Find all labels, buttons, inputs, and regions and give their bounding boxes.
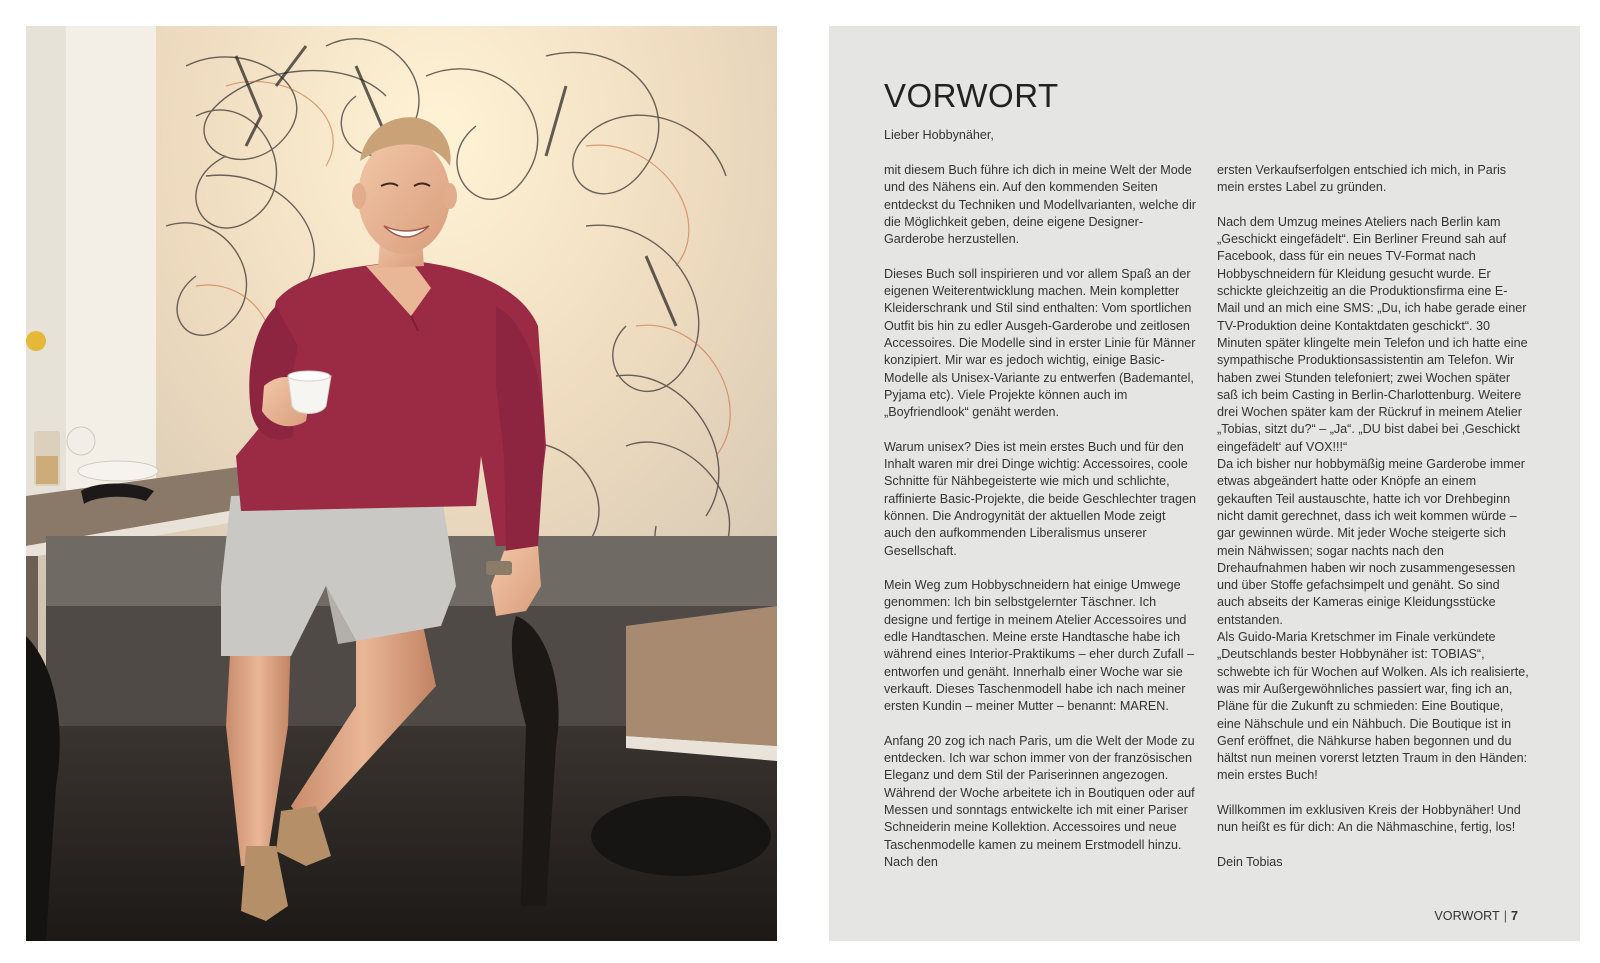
page-footer <box>1434 909 1518 923</box>
paragraph: Nach dem Umzug meines Ateliers nach Berlin kam „Geschickt eingefädelt“. Ein Berliner Freund sah auf Facebook, dass für ein neues TV-Format nach Hobbyschneidern für Kleidung gesucht wurde. Er schickte gleichzeitig an die Produktionsfirma eine E-Mail und an mich eine SMS: „Du, ich habe gerade einer TV-Produktion deine Kontaktdaten geschickt“. 30 Minuten später klingelte mein Telefon und ich hatte eine sympathische Produktionsassistentin am Telefon. Wir haben zwei Stunden telefoniert; zwei Wochen später saß ich beim Casting in Berlin-Charlottenburg. Weitere drei Wochen später kam der Rückruf in meinem Atelier „Tobias, sitzt du?“ – „Ja“. „DU bist dabei bei ‚Geschickt eingefädelt‘ auf VOX!!!“ <box>1217 214 1528 454</box>
paragraph: Warum unisex? Dies ist mein erstes Buch und für den Inhalt waren mir drei Dinge wichtig: Accessoires, coole Schnitte für Nähbegeisterte wie mich und schlichte, raffinierte Basic-Projekte, die beide Geschlechter tragen können. Die Androgynität der aktuellen Mode zeigt auch den aufkommenden Liberalismus unserer Gesellschaft. <box>884 439 1196 558</box>
text-column-right <box>1217 162 1529 888</box>
greeting: Lieber Hobbynäher, <box>884 128 994 142</box>
wristwatch <box>486 561 512 575</box>
photo-page <box>26 26 777 941</box>
page-number: 7 <box>1510 909 1518 923</box>
footer-separator: | <box>1503 909 1507 923</box>
coffee-cup <box>288 376 331 414</box>
paragraph: Da ich bisher nur hobbymäßig meine Garderobe immer etwas abgeändert hatte oder Knöpfe an einem gekauften Teil austauschte, hatte ich vor Drehbeginn nicht damit gerechnet, dass ich weit kommen würde – gar gewinnen würde. Mit jeder Woche steigerte sich mein Nähwissen; sogar nachts nach den Drehaufnahmen haben wir noch zusammengesessen und über Stoffe gefachsimpelt und genäht. So sind auch abseits der Kameras einige Kleidungsstücke entstanden. <box>1217 457 1525 627</box>
text-column-left <box>884 162 1196 888</box>
portrait-photo <box>26 26 777 941</box>
saucer <box>78 461 158 481</box>
paragraph: Als Guido-Maria Kretschmer im Finale verkündete „Deutschlands bester Hobbynäher ist: TOBIAS“, schwebte ich für Wochen auf Wolken. Als ich realisierte, was mir Außergewöhnliches passiert war, fing ich an, Pläne für die Zukunft zu schmieden: Eine Boutique, eine Nähschule und ein Nähbuch. Die Boutique ist in Genf eröffnet, die Nähkurse haben begonnen und du hältst nun meinen vorerst letzten Traum in den Händen: mein erstes Buch! <box>1217 630 1529 783</box>
page-title: VORWORT <box>884 77 1059 114</box>
paragraph: ersten Verkaufserfolgen entschied ich mich, in Paris mein erstes Label zu gründen. <box>1217 163 1507 195</box>
paragraph: Willkommen im exklusiven Kreis der Hobbynäher! Und nun heißt es für dich: An die Nähmaschine, fertig, los! <box>1217 802 1521 835</box>
footer-section: VORWORT <box>1434 909 1500 923</box>
text-page <box>829 26 1580 941</box>
paragraph: mit diesem Buch führe ich dich in meine Welt der Mode und des Nähens ein. Auf den kommenden Seiten entdeckst du Techniken und Modellvarianten, welche dir die Möglichkeit geben, deine eigene Designer-Garderobe herzustellen. <box>884 163 1197 247</box>
flower <box>26 331 46 351</box>
paragraph: Dieses Buch soll inspirieren und vor allem Spaß an der eigenen Weiterentwicklung machen. Mein kompletter Kleiderschrank und Stil sind enthalten: Vom sportlichen Outfit bis hin zu edler Ausgeh-Garderobe und zeitlosen Accessoires. Die Modelle sind in erster Linie für Männer konzipiert. Mir war es jedoch wichtig, einige Basic-Modelle als Unisex-Variante zu entwerfen (Bademantel, Pyjama etc). Viele Projekte können auch im „Boyfriendlook“ genäht werden. <box>884 266 1196 420</box>
paragraph: Anfang 20 zog ich nach Paris, um die Welt der Mode zu entdecken. Ich war schon immer von der französischen Eleganz und dem Stil der Pariserinnen angezogen. Während der Woche arbeitete ich in Boutiquen oder auf Messen und sonntags entwickelte ich mit einer Pariser Schneiderin meine Kollektion. Accessoires und neue Taschenmodelle kamen zu meinem Erstmodell hinzu. Nach den <box>884 733 1195 869</box>
paragraph: Mein Weg zum Hobbyschneidern hat einige Umwege genommen: Ich bin selbstgelernter Täschner. Ich designe und fertige in meinem Atelier Accessoires und edle Handtaschen. Meine erste Handtasche habe ich während eines Interior-Praktikums – eher durch Zufall – entworfen und genäht. Innerhalb einer Woche war sie verkauft. Dieses Taschenmodell habe ich nach meiner ersten Kundin – meiner Mutter – benannt: MAREN. <box>884 578 1195 714</box>
signature-line: Dein Tobias <box>1217 854 1283 869</box>
